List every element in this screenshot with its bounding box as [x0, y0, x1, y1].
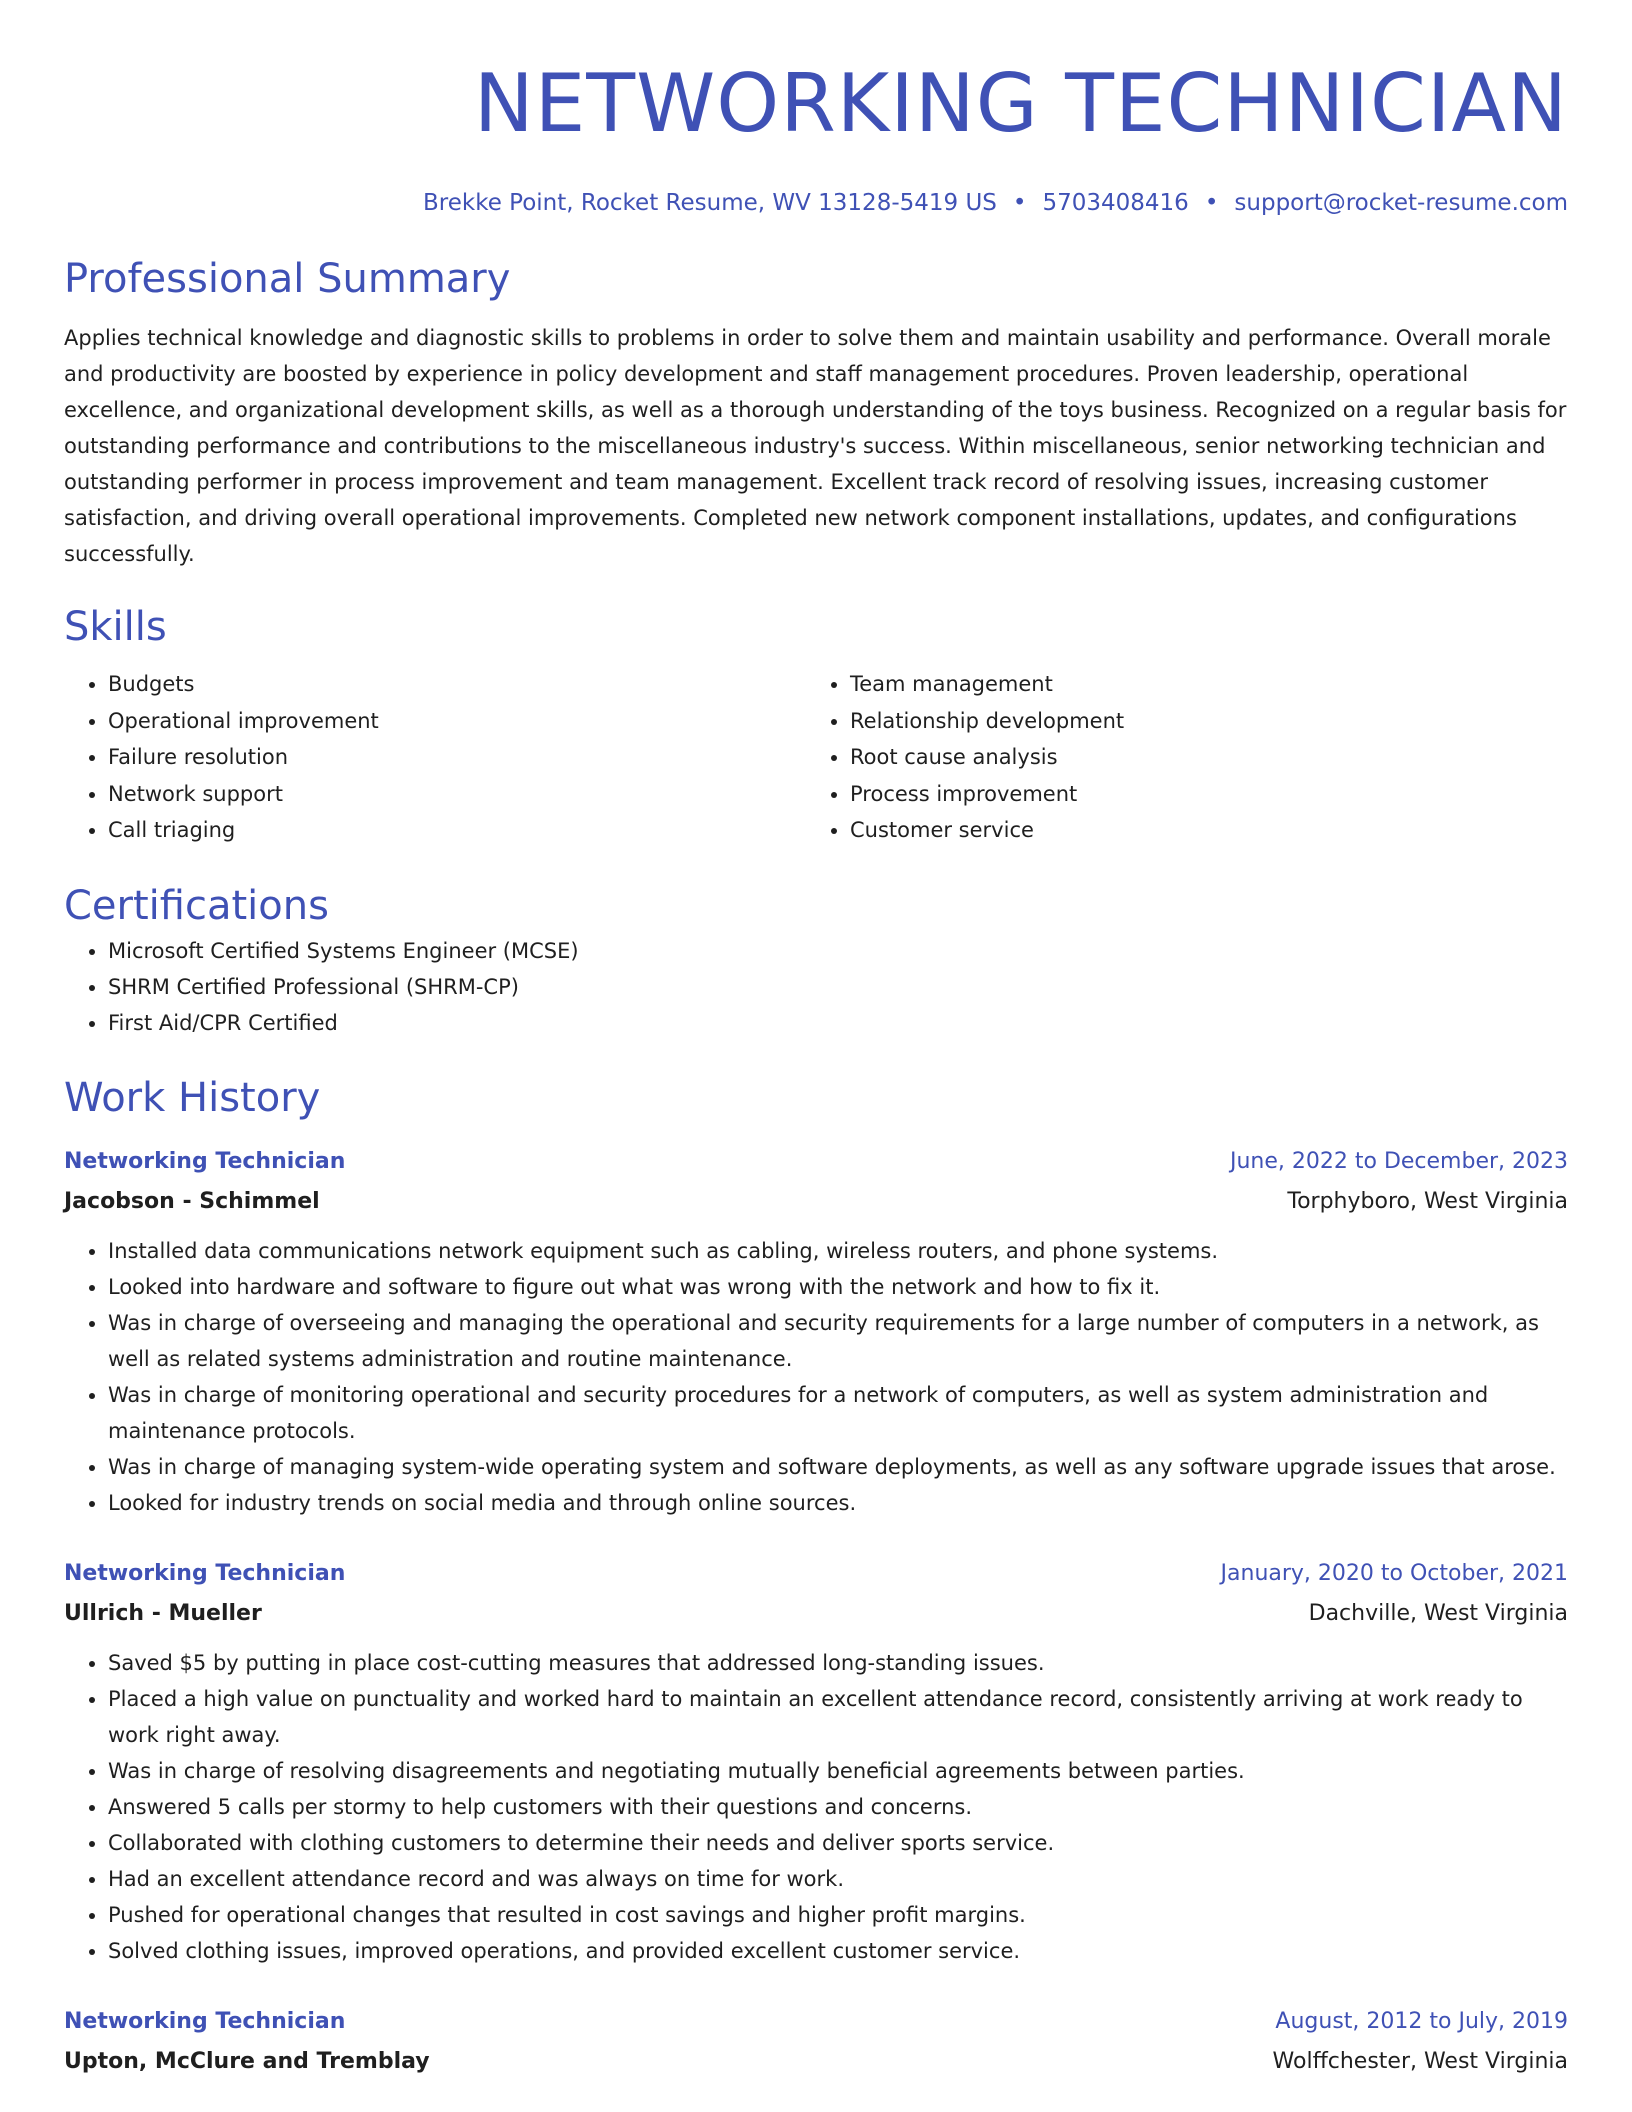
- job-bullet: • Was in charge of monitoring operational and security procedures for a network of computers, as well as system administration and maintenance protocols.: [108, 1377, 1568, 1449]
- job-bullets: [64, 1233, 1568, 1521]
- job-company-row: [64, 2037, 1568, 2077]
- job-bullet: • Placed a high value on punctuality and worked hard to maintain an excellent attendance record, consistently arriving at work ready to work right away.: [108, 1681, 1568, 1753]
- section-title-summary: Professional Summary: [64, 256, 511, 302]
- contact-email[interactable]: support@rocket-resume.com: [1234, 190, 1568, 216]
- job-location: Dachville, West Virginia: [1308, 1600, 1568, 1626]
- skill-item: • Relationship development: [850, 703, 1548, 740]
- contact-line: [64, 188, 1568, 218]
- skill-item: • Customer service: [850, 812, 1548, 849]
- section-title-certifications: Certifications: [64, 882, 329, 929]
- skill-item: • Process improvement: [850, 776, 1548, 813]
- job-bullet: • Was in charge of resolving disagreements and negotiating mutually beneficial agreements between parties.: [108, 1753, 1568, 1789]
- job-location: Torphyboro, West Virginia: [1287, 1188, 1568, 1214]
- job-bullet: • Answered 5 calls per stormy to help customers with their questions and concerns.: [108, 1789, 1568, 1825]
- skill-item: • Failure resolution: [108, 739, 806, 776]
- job-dates: January, 2020 to October, 2021: [1220, 1560, 1568, 1586]
- job-title: Networking Technician: [64, 1560, 346, 1586]
- resume-name-heading: NETWORKING TECHNICIAN: [473, 57, 1568, 150]
- skill-item: • Call triaging: [108, 812, 806, 849]
- job-company-row: [64, 1177, 1568, 1217]
- job-title: Networking Technician: [64, 2008, 346, 2034]
- certification-item: • Microsoft Certified Systems Engineer (MCSE): [108, 933, 1568, 969]
- job-bullet: • Installed data communications network equipment such as cabling, wireless routers, and phone systems.: [108, 1233, 1568, 1269]
- job-header-row: [64, 1559, 1568, 1589]
- certification-item: • SHRM Certified Professional (SHRM-CP): [108, 969, 1568, 1005]
- section-title-work-history: Work History: [64, 1074, 321, 1121]
- skill-item: • Budgets: [108, 666, 806, 703]
- job-location: Wolffchester, West Virginia: [1272, 2048, 1568, 2074]
- job-company: Jacobson - Schimmel: [64, 1188, 320, 1214]
- certifications-list: [64, 933, 1568, 1041]
- job-entry: [64, 1147, 1568, 1521]
- job-company: Upton, McClure and Tremblay: [64, 2048, 430, 2074]
- job-entry: [64, 2007, 1568, 2077]
- contact-separator: •: [1204, 190, 1219, 216]
- job-bullet: • Saved $5 by putting in place cost-cutting measures that addressed long-standing issues.: [108, 1645, 1568, 1681]
- certification-item: • First Aid/CPR Certified: [108, 1005, 1568, 1041]
- section-title-skills: Skills: [64, 604, 167, 650]
- job-header-row: [64, 1147, 1568, 1177]
- job-bullet: • Was in charge of overseeing and managing the operational and security requirements for a large number of computers in a network, as well as related systems administration and routine maintenance.: [108, 1305, 1568, 1377]
- job-header-row: [64, 2007, 1568, 2037]
- job-bullets: [64, 1645, 1568, 1969]
- job-bullet: • Looked into hardware and software to figure out what was wrong with the network and how to fix it.: [108, 1269, 1568, 1305]
- summary-text: Applies technical knowledge and diagnostic skills to problems in order to solve them and maintain usability and performance. Overall morale and productivity are boosted by experience in policy development and staff management procedures. Proven leadership, operational excellence, and organizational development skills, as well as a thorough understanding of the toys business. Recognized on a regular basis for outstanding performance and contributions to the miscellaneous industry's success. Within miscellaneous, senior networking technician and outstanding performer in process improvement and team management. Excellent track record of resolving issues, increasing customer satisfaction, and driving overall operational improvements. Completed new network component installations, updates, and configurations successfully.: [64, 326, 1567, 566]
- job-bullet: • Was in charge of managing system-wide operating system and software deployments, as well as any software upgrade issues that arose.: [108, 1449, 1568, 1485]
- skill-item: • Team management: [850, 666, 1548, 703]
- job-bullet: • Had an excellent attendance record and was always on time for work.: [108, 1861, 1568, 1897]
- skill-item: • Network support: [108, 776, 806, 813]
- contact-phone: 5703408416: [1042, 190, 1189, 216]
- job-bullet: • Solved clothing issues, improved operations, and provided excellent customer service.: [108, 1933, 1568, 1969]
- job-dates: June, 2022 to December, 2023: [1229, 1148, 1568, 1174]
- job-bullet: • Collaborated with clothing customers to determine their needs and deliver sports service.: [108, 1825, 1568, 1861]
- contact-separator: •: [1012, 190, 1027, 216]
- job-title: Networking Technician: [64, 1148, 346, 1174]
- job-company-row: [64, 1589, 1568, 1629]
- job-bullet: • Looked for industry trends on social media and through online sources.: [108, 1485, 1568, 1521]
- job-entry: [64, 1559, 1568, 1969]
- contact-address: Brekke Point, Rocket Resume, WV 13128-5419 US: [423, 190, 997, 216]
- job-dates: August, 2012 to July, 2019: [1275, 2008, 1568, 2034]
- skills-columns: [64, 666, 1568, 849]
- job-bullet: • Pushed for operational changes that resulted in cost savings and higher profit margins.: [108, 1897, 1568, 1933]
- skills-right-list: [806, 666, 1548, 849]
- skill-item: • Root cause analysis: [850, 739, 1548, 776]
- skill-item: • Operational improvement: [108, 703, 806, 740]
- job-company: Ullrich - Mueller: [64, 1600, 262, 1626]
- skills-left-list: [64, 666, 806, 849]
- resume-page: [64, 0, 1568, 2077]
